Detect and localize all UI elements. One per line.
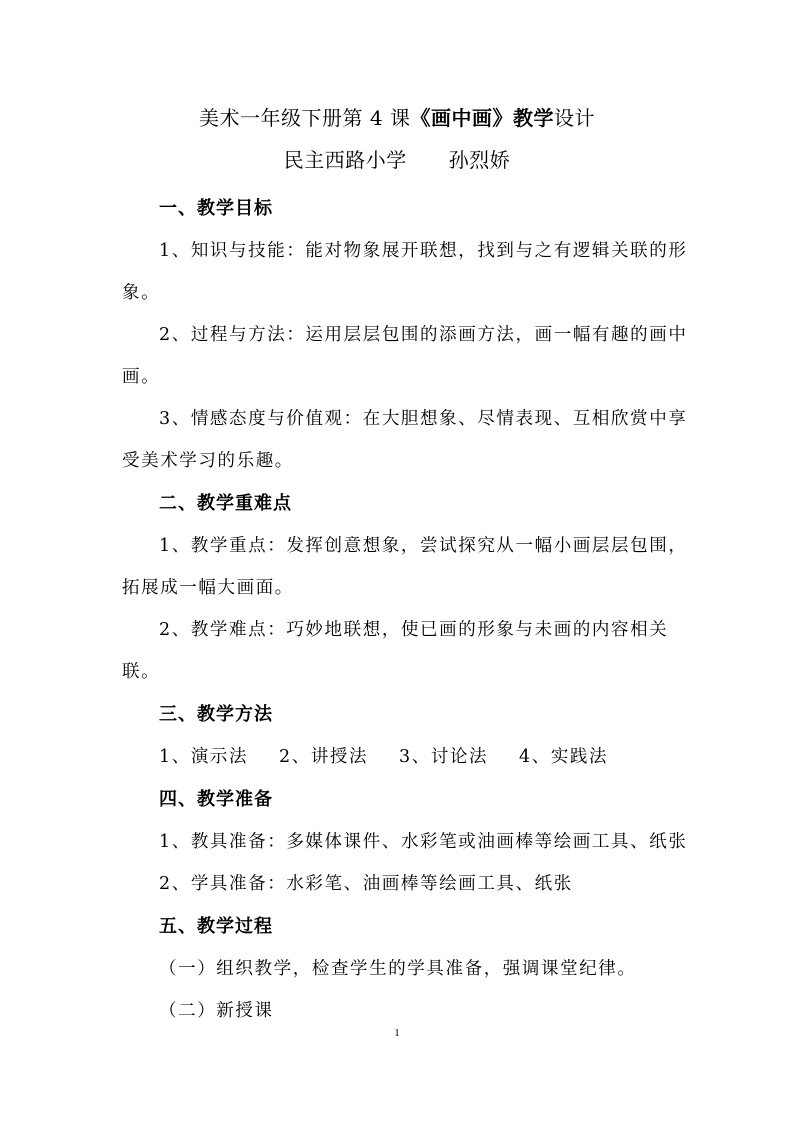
- method-item: 3、讨论法: [399, 747, 489, 767]
- objective-2-line-2: 画。: [122, 367, 161, 387]
- methods-list: [159, 745, 608, 769]
- method-item: 1、演示法: [159, 747, 249, 767]
- objective-2-line-1: 2、过程与方法：运用层层包围的添画方法，画一幅有趣的画中: [159, 325, 688, 345]
- page-subtitle: [0, 148, 794, 172]
- key-point-1-line-2: 拓展成一幅大画面。: [122, 578, 294, 598]
- title-prefix: 美术一年级下册第 4 课: [199, 106, 411, 130]
- key-point-2-line-2: 联。: [122, 662, 161, 682]
- objective-1-line-1: 1、知识与技能：能对物象展开联想，找到与之有逻辑关联的形: [159, 241, 688, 261]
- objective-3-line-2: 受美术学习的乐趣。: [122, 451, 294, 471]
- section-heading-objectives: 一、教学目标: [159, 198, 273, 219]
- title-suffix: 设计: [553, 106, 595, 130]
- preparation-item-1: 1、教具准备：多媒体课件、水彩笔或油画棒等绘画工具、纸张: [159, 832, 688, 852]
- page-title: [0, 106, 794, 130]
- school-name: 民主西路小学: [283, 148, 407, 172]
- method-item: 4、实践法: [519, 747, 609, 767]
- author-name: 孙烈娇: [448, 148, 511, 172]
- preparation-item-2: 2、学具准备：水彩笔、油画棒等绘画工具、纸张: [159, 874, 573, 894]
- key-point-2-line-1: 2、教学难点：巧妙地联想，使已画的形象与未画的内容相关: [159, 620, 669, 640]
- section-heading-key-points: 二、教学重难点: [159, 493, 292, 514]
- section-heading-methods: 三、教学方法: [159, 704, 273, 725]
- objective-3-line-1: 3、情感态度与价值观：在大胆想象、尽情表现、互相欣赏中享: [159, 409, 688, 429]
- method-item: 2、讲授法: [279, 747, 369, 767]
- key-point-1-line-1: 1、教学重点：发挥创意想象，尝试探究从一幅小画层层包围，: [159, 536, 688, 556]
- process-item-2: （二）新授课: [159, 1001, 274, 1021]
- section-heading-preparation: 四、教学准备: [159, 789, 273, 810]
- objective-1-line-2: 象。: [122, 283, 161, 303]
- process-item-1: （一）组织教学，检查学生的学具准备，强调课堂纪律。: [159, 959, 637, 979]
- page-number: 1: [394, 1027, 400, 1039]
- title-bold-part: 《画中画》教学: [410, 106, 554, 130]
- section-heading-process: 五、教学过程: [159, 916, 273, 937]
